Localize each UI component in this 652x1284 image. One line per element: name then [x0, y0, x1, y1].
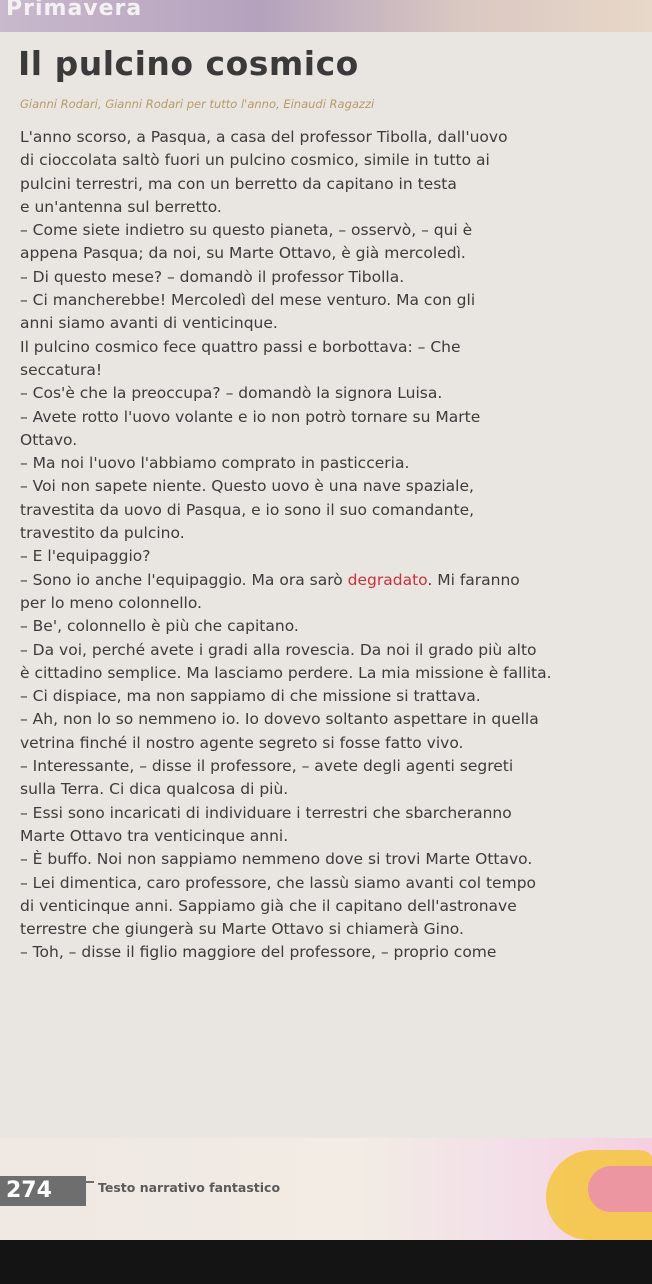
text-run: – Essi sono incaricati di individuare i terrestri che sbarcheranno	[20, 803, 512, 822]
text-run: pulcini terrestri, ma con un berretto da capitano in testa	[20, 174, 457, 193]
text-run: di venticinque anni. Sappiamo già che il capitano dell'astronave	[20, 896, 517, 915]
text-run: – Da voi, perché avete i gradi alla rovescia. Da noi il grado più alto	[20, 640, 537, 659]
text-line	[20, 499, 652, 522]
text-line	[20, 359, 652, 382]
text-line	[20, 429, 652, 452]
text-run: – Ci mancherebbe! Mercoledì del mese venturo. Ma con gli	[20, 291, 476, 310]
text-line	[20, 825, 652, 848]
text-run: L'anno scorso, a Pasqua, a casa del professor Tibolla, dall'uovo	[20, 128, 508, 146]
text-run: – Ma noi l'uovo l'abbiamo comprato in pasticceria.	[20, 454, 410, 473]
text-run: Ottavo.	[20, 430, 78, 449]
text-run: – Interessante, – disse il professore, – avete degli agenti segreti	[20, 757, 514, 776]
divider	[86, 1181, 94, 1183]
text-line	[20, 732, 652, 755]
decorative-shape	[588, 1166, 652, 1212]
text-run: . Mi faranno	[427, 570, 520, 589]
text-line	[20, 475, 652, 498]
text-line	[20, 173, 652, 196]
text-line	[20, 685, 652, 708]
text-line	[20, 592, 652, 615]
text-run: Il pulcino cosmico fece quattro passi e borbottava: – Che	[20, 337, 461, 356]
text-line	[20, 569, 652, 592]
text-line	[20, 662, 652, 685]
text-line	[20, 918, 652, 941]
text-run: vetrina finché il nostro agente segreto si fosse fatto vivo.	[20, 733, 464, 752]
text-line	[20, 219, 652, 242]
text-run: appena Pasqua; da noi, su Marte Ottavo, è già mercoledì.	[20, 244, 466, 263]
text-line	[20, 778, 652, 801]
text-run: – Come siete indietro su questo pianeta, – osservò, – qui è	[20, 221, 473, 240]
section-label: Primavera	[6, 0, 143, 21]
text-line	[20, 336, 652, 359]
text-run: – Avete rotto l'uovo volante e io non potrò tornare su Marte	[20, 407, 481, 426]
text-line	[20, 872, 652, 895]
page-number: 274	[0, 1176, 86, 1206]
text-line	[20, 639, 652, 662]
text-run: anni siamo avanti di venticinque.	[20, 314, 278, 333]
text-run: – Ci dispiace, ma non sappiamo di che missione si trattava.	[20, 687, 481, 706]
text-run: e un'antenna sul berretto.	[20, 197, 222, 216]
text-run: – Cos'è che la preoccupa? – domandò la signora Luisa.	[20, 384, 443, 403]
text-run: di cioccolata saltò fuori un pulcino cosmico, simile in tutto ai	[20, 151, 490, 170]
text-line	[20, 289, 652, 312]
text-run: travestita da uovo di Pasqua, e io sono il suo comandante,	[20, 500, 475, 519]
story-text	[20, 126, 652, 965]
text-run: per lo meno colonnello.	[20, 593, 202, 612]
text-line	[20, 522, 652, 545]
text-run: sulla Terra. Ci dica qualcosa di più.	[20, 780, 289, 799]
text-run: – Be', colonnello è più che capitano.	[20, 617, 299, 636]
text-run: Marte Ottavo tra venticinque anni.	[20, 826, 289, 845]
text-run: – Lei dimentica, caro professore, che lassù siamo avanti col tempo	[20, 873, 537, 892]
text-line	[20, 196, 652, 219]
text-run: – Di questo mese? – domandò il professor Tibolla.	[20, 267, 405, 286]
header-band	[0, 0, 652, 32]
text-line	[20, 848, 652, 871]
text-line	[20, 708, 652, 731]
source-citation: Gianni Rodari, Gianni Rodari per tutto l'anno, Einaudi Ragazzi	[20, 97, 375, 111]
text-line	[20, 126, 652, 149]
highlighted-word: degradato	[347, 570, 428, 589]
text-line	[20, 615, 652, 638]
text-line	[20, 802, 652, 825]
text-line	[20, 452, 652, 475]
text-line	[20, 755, 652, 778]
text-run: – Sono io anche l'equipaggio. Ma ora sarò	[20, 570, 348, 589]
text-line	[20, 382, 652, 405]
page-title: Il pulcino cosmico	[18, 44, 359, 83]
text-line	[20, 266, 652, 289]
text-run: – Toh, – disse il figlio maggiore del professore, – proprio come	[20, 943, 497, 962]
text-run: – E l'equipaggio?	[20, 547, 151, 566]
text-run: – È buffo. Noi non sappiamo nemmeno dove si trovi Marte Ottavo.	[20, 850, 533, 869]
text-line	[20, 149, 652, 172]
text-line	[20, 545, 652, 568]
text-run: travestito da pulcino.	[20, 524, 185, 543]
text-run: seccatura!	[20, 360, 103, 379]
text-run: – Ah, non lo so nemmeno io. Io dovevo soltanto aspettare in quella	[20, 710, 539, 729]
text-run: è cittadino semplice. Ma lasciamo perdere. La mia missione è fallita.	[20, 663, 552, 682]
text-line	[20, 242, 652, 265]
text-run: – Voi non sapete niente. Questo uovo è una nave spaziale,	[20, 477, 474, 496]
text-line	[20, 406, 652, 429]
text-type-label: Testo narrativo fantastico	[98, 1180, 281, 1195]
background-shadow	[0, 1240, 652, 1284]
text-line	[20, 941, 652, 964]
text-line	[20, 312, 652, 335]
text-line	[20, 895, 652, 918]
text-run: terrestre che giungerà su Marte Ottavo si chiamerà Gino.	[20, 920, 464, 939]
